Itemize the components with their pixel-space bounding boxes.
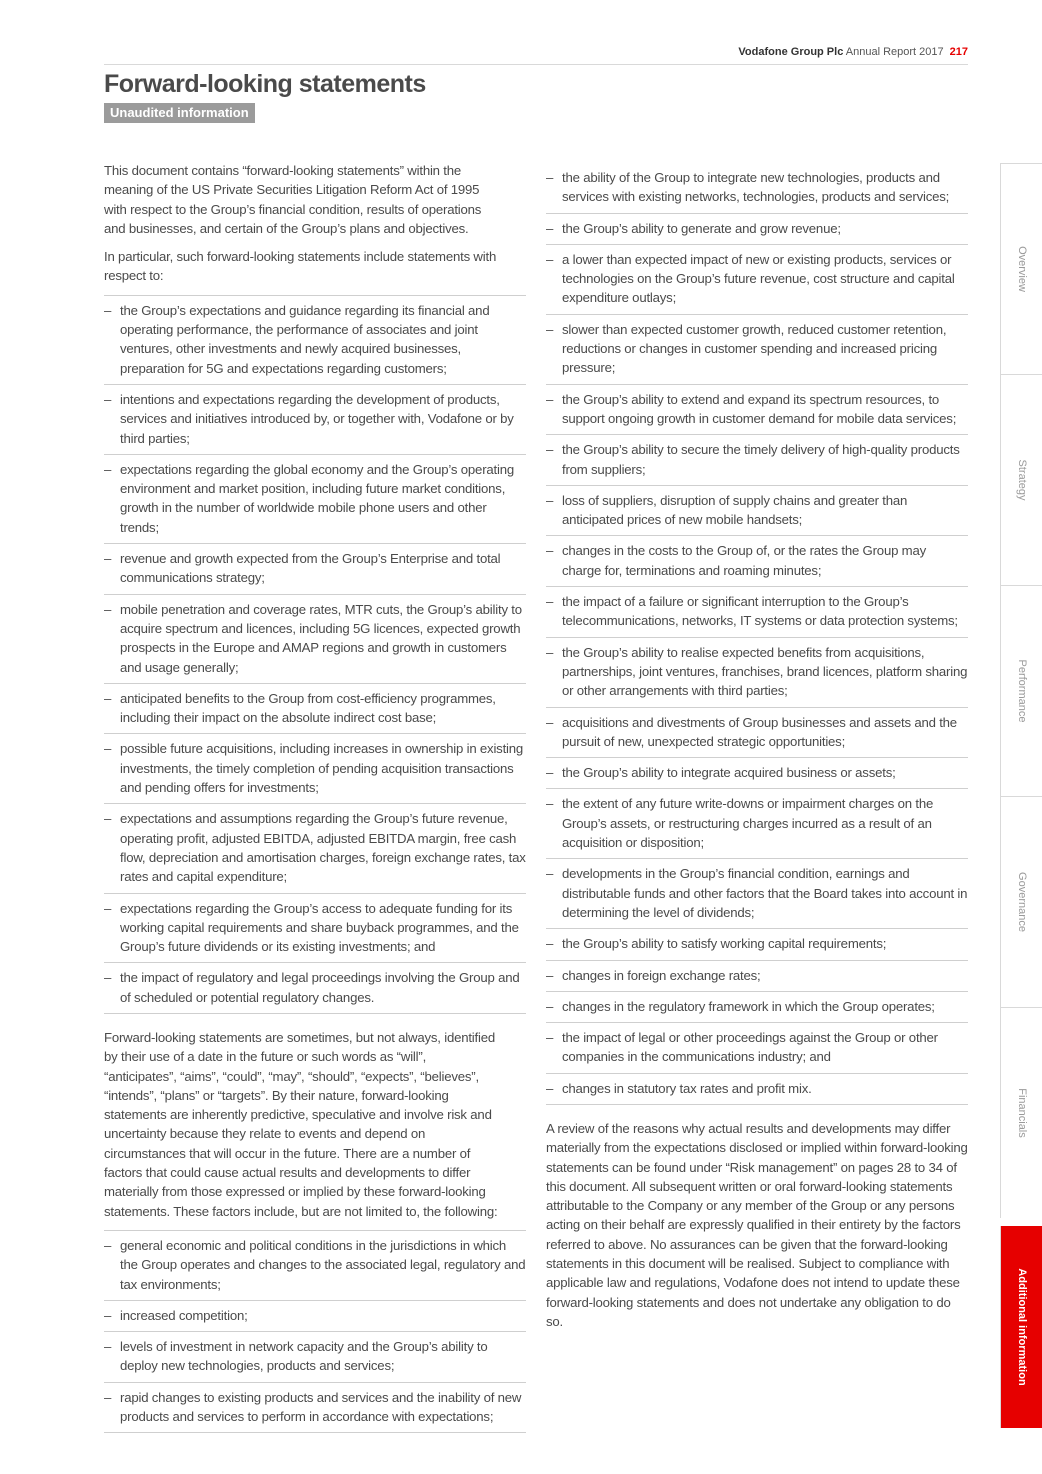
tab-financials[interactable] xyxy=(1000,1007,1042,1218)
section-tabs xyxy=(1000,163,1042,1428)
list-item: – possible future acquisitions, including increases in ownership in existing investments, the timely completion of pending acquisition transactions and pending offers for investments; xyxy=(104,734,526,804)
list-item: – mobile penetration and coverage rates, MTR cuts, the Group’s ability to acquire spectrum and licences, including 5G licences, expected growth prospects in the Europe and AMAP regions and growth in customers and usage generally; xyxy=(104,595,526,684)
list-item: – the Group’s ability to realise expected benefits from acquisitions, partnerships, joint ventures, franchises, brand licences, platform sharing or other arrangements with third parties; xyxy=(546,638,968,708)
list-item: – the impact of legal or other proceedings against the Group or other companies in the communications industry; and xyxy=(546,1023,968,1074)
list-item: – the Group’s ability to secure the timely delivery of high-quality products from suppliers; xyxy=(546,435,968,486)
list-item: – the Group’s ability to extend and expand its spectrum resources, to support ongoing growth in customer demand for mobile data services; xyxy=(546,385,968,436)
tab-label: Overview xyxy=(1015,246,1028,292)
list-item: – the Group’s ability to satisfy working capital requirements; xyxy=(546,929,968,960)
factors-list-continued xyxy=(546,168,968,1105)
page-title: Forward-looking statements xyxy=(104,70,426,98)
list-item: – anticipated benefits to the Group from cost-efficiency programmes, including their impact on the absolute indirect cost base; xyxy=(104,684,526,735)
unaudited-badge: Unaudited information xyxy=(104,103,255,123)
page-number: 217 xyxy=(949,46,968,58)
list-item: – the impact of regulatory and legal proceedings involving the Group and of scheduled or potential regulatory changes. xyxy=(104,963,526,1014)
header-divider xyxy=(104,64,968,65)
tab-strategy[interactable] xyxy=(1000,374,1042,585)
list-item: – acquisitions and divestments of Group businesses and assets and the pursuit of new, unexpected strategic opportunities; xyxy=(546,708,968,759)
statements-list xyxy=(104,295,526,1014)
list-item: – changes in the costs to the Group of, or the rates the Group may charge for, terminations and roaming minutes; xyxy=(546,536,968,587)
right-column xyxy=(546,168,968,1340)
closing-paragraph: A review of the reasons why actual results and developments may differ materially from the expectations disclosed or implied within forward-looking statements can be found under “Risk management” on pages 28 to 34 of this document. All subsequent written or oral forward-looking statements attributable to the Company or any member of the Group or any persons acting on their behalf are expressly qualified in their entirety by the factors referred to above. No assurances can be given that the forward-looking statements in this document will be realised. Subject to compliance with applicable law and regulations, Vodafone does not intend to update these forward-looking statements and does not undertake any obligation to do so. xyxy=(546,1120,968,1329)
factors-list xyxy=(104,1230,526,1433)
report-name: Annual Report 2017 xyxy=(843,46,944,58)
list-item: – rapid changes to existing products and services and the inability of new products and services to perform in accordance with expectations; xyxy=(104,1383,526,1434)
list-item: – general economic and political conditions in the jurisdictions in which the Group operates and changes to the associated legal, regulatory and tax environments; xyxy=(104,1230,526,1301)
list-item: – the ability of the Group to integrate new technologies, products and services with existing networks, technologies, products and services; xyxy=(546,168,968,214)
tab-label: Additional information xyxy=(1015,1268,1028,1386)
list-item: – expectations regarding the global economy and the Group’s operating environment and market position, including future market conditions, growth in the number of worldwide mobile phone users and other trends; xyxy=(104,455,526,544)
list-item: – a lower than expected impact of new or existing products, services or technologies on the Group’s future revenue, cost structure and capital expenditure outlays; xyxy=(546,245,968,315)
list-item: – increased competition; xyxy=(104,1301,526,1332)
tab-performance[interactable] xyxy=(1000,585,1042,796)
left-column xyxy=(104,161,526,1447)
list-item: – intentions and expectations regarding the development of products, services and initiatives introduced by, or together with, Vodafone or by third parties; xyxy=(104,385,526,455)
tab-governance[interactable] xyxy=(1000,796,1042,1007)
list-item: – the extent of any future write-downs or impairment charges on the Group’s assets, or restructuring charges incurred as a result of an acquisition or disposition; xyxy=(546,789,968,859)
list-item: – changes in foreign exchange rates; xyxy=(546,961,968,992)
list-item: – expectations regarding the Group’s access to adequate funding for its working capital requirements and share buyback programmes, and the Group’s future dividends or its existing investments; and xyxy=(104,894,526,964)
tab-label: Governance xyxy=(1015,872,1028,932)
list-item: – levels of investment in network capacity and the Group’s ability to deploy new technologies, products and services; xyxy=(104,1332,526,1383)
tab-label: Performance xyxy=(1015,659,1028,723)
list-item: – changes in the regulatory framework in which the Group operates; xyxy=(546,992,968,1023)
list-item: – developments in the Group’s financial condition, earnings and distributable funds and other factors that the Board takes into account in determining the level of dividends; xyxy=(546,859,968,929)
list-item: – the Group’s ability to integrate acquired business or assets; xyxy=(546,758,968,789)
tab-label: Financials xyxy=(1015,1088,1028,1138)
tab-overview[interactable] xyxy=(1000,163,1042,374)
intro-paragraph-2: In particular, such forward-looking statements include statements with respect to: xyxy=(104,249,497,284)
intro-paragraph: This document contains “forward-looking statements” within the meaning of the US Private Securities Litigation Reform Act of 1995 with respect to the Group’s financial condition, results of operations and businesses, and certain of the Group’s plans and objectives. xyxy=(104,163,482,236)
list-item: – the Group’s ability to generate and grow revenue; xyxy=(546,214,968,245)
tab-additional-information[interactable] xyxy=(1000,1226,1042,1428)
list-item: – the Group’s expectations and guidance regarding its financial and operating performance, the performance of associates and joint ventures, other investments and newly acquired businesses, preparation for 5G and expectations regarding customers; xyxy=(104,295,526,385)
list-item: – revenue and growth expected from the Group’s Enterprise and total communications strategy; xyxy=(104,544,526,595)
page-header xyxy=(738,46,968,58)
tab-label: Strategy xyxy=(1015,459,1028,501)
list-item: – slower than expected customer growth, reduced customer retention, reductions or changes in customer spending and increased pricing pressure; xyxy=(546,315,968,385)
list-item: – changes in statutory tax rates and profit mix. xyxy=(546,1074,968,1105)
list-item: – loss of suppliers, disruption of supply chains and greater than anticipated prices of new mobile handsets; xyxy=(546,486,968,537)
company-name: Vodafone Group Plc xyxy=(738,46,844,58)
factors-paragraph: Forward-looking statements are sometimes, but not always, identified by their use of a date in the future or such words as “will”, “anticipates”, “aims”, “could”, “may”, “should”, “expects”, “believes”, “intends”, “plans” or “targets”. By their nature, forward-looking statements are inherently predictive, speculative and involve risk and uncertainty because they relate to events and depend on circumstances that will occur in the future. There are a number of factors that could cause actual results and developments to differ materially from those expressed or implied by these forward-looking statements. These factors include, but are not limited to, the following: xyxy=(104,1029,498,1219)
list-item: – expectations and assumptions regarding the Group’s future revenue, operating profit, adjusted EBITDA, adjusted EBITDA margin, free cash flow, depreciation and amortisation charges, foreign exchange rates, tax rates and capital expenditure; xyxy=(104,804,526,893)
list-item: – the impact of a failure or significant interruption to the Group’s telecommunications, networks, IT systems or data protection systems; xyxy=(546,587,968,638)
